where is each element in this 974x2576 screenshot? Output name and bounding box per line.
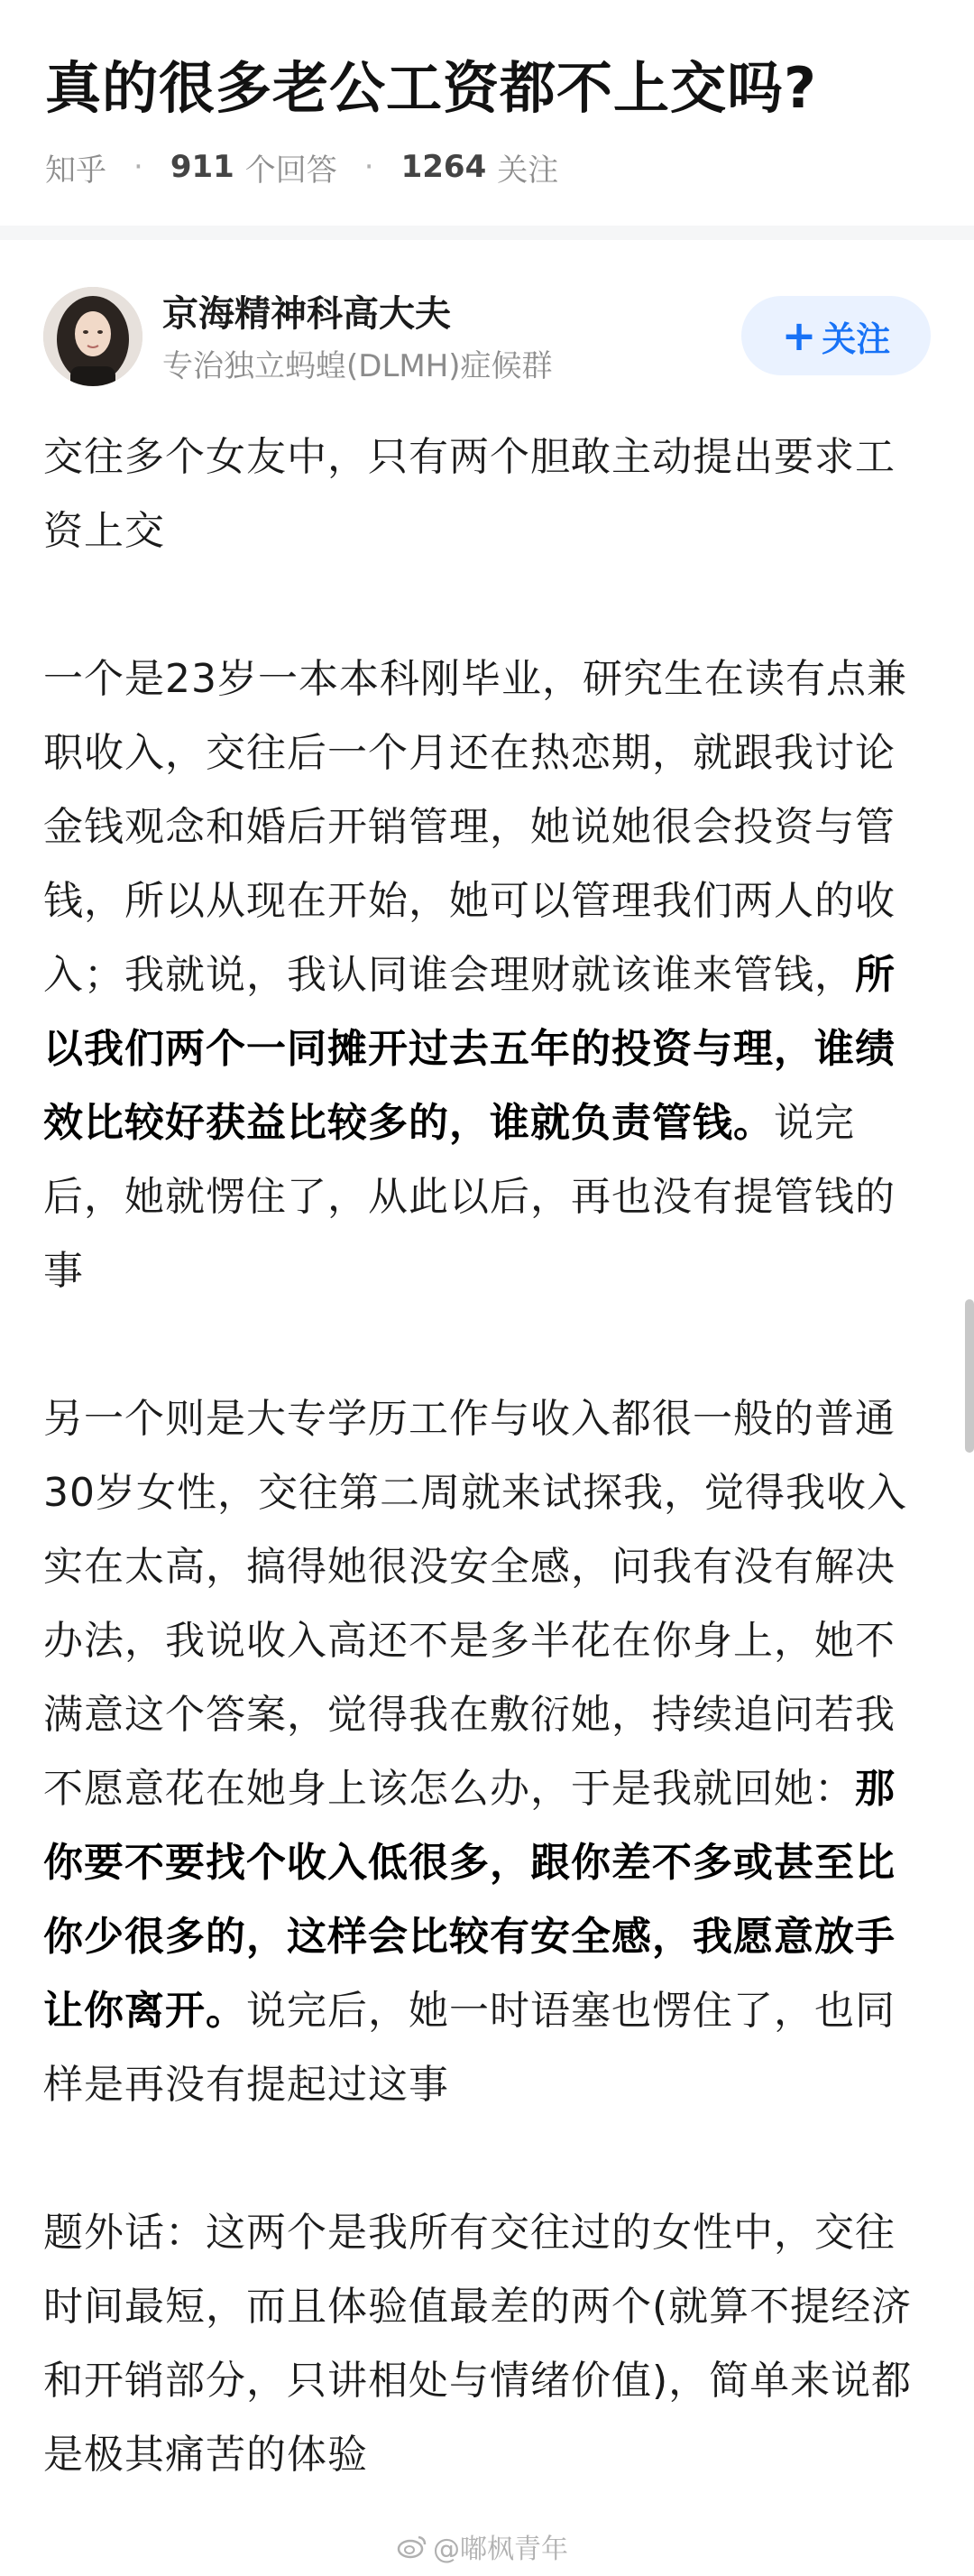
avatar-image <box>43 287 142 386</box>
meta-separator-dot: · <box>363 149 374 185</box>
question-header <box>0 0 974 226</box>
scrollbar[interactable] <box>965 1299 974 1453</box>
answer-paragraph-2 <box>43 642 927 1308</box>
answer-text: 说完后，她就愣住了，从此以后，再也没有提管钱的事 <box>43 1100 896 1294</box>
answer-content <box>43 420 927 2566</box>
author-row <box>0 240 974 398</box>
question-title[interactable]: 真的很多老公工资都不上交吗? <box>45 55 817 121</box>
source-label: 知乎 <box>45 152 106 189</box>
follower-count: 1264 <box>400 149 487 185</box>
follower-count-label: 关注 <box>497 152 559 189</box>
answer-text: 一个是23岁一本本科刚毕业，研究生在读有点兼职收入，交往后一个月还在热恋期，就跟我讨论金钱观念和婚后开销管理，她说她很会投资与管钱，所以从现在开始，她可以管理我们两人的收入；我就说，我认同谁会理财就该谁来管钱， <box>43 656 907 998</box>
follow-button-label: 关注 <box>822 319 891 359</box>
answer-text: 说完后，她一时语塞也愣住了，也同样是再没有提起过这事 <box>43 1988 896 2108</box>
author-bio: 专治独立蚂蝗(DLMH)症候群 <box>162 348 553 384</box>
answer-paragraph-4: 题外话：这两个是我所有交往过的女性中，交往时间最短，而且体验值最差的两个(就算不提经济和开销部分，只讲相处与情绪价值)，简单来说都是极其痛苦的体验 <box>43 2210 913 2478</box>
weibo-icon <box>397 2534 427 2559</box>
meta-separator-dot: · <box>133 149 143 185</box>
follow-button[interactable] <box>741 296 931 375</box>
answer-count-label[interactable]: 个回答 <box>244 152 337 189</box>
watermark <box>397 2526 568 2566</box>
author-name[interactable]: 京海精神科高大夫 <box>162 293 451 335</box>
section-divider <box>0 226 974 240</box>
plus-icon: + <box>781 311 817 360</box>
answer-paragraph-3 <box>43 1382 927 2122</box>
answer-count: 911 <box>170 149 234 185</box>
watermark-text: @嘟枫青年 <box>433 2534 568 2565</box>
answer-bold-text: 所以我们两个一同摊开过去五年的投资与理，谁绩效比较好获益比较多的，谁就负责管钱。 <box>43 952 896 1146</box>
answer-text: 另一个则是大专学历工作与收入都很一般的普通30岁女性，交往第二周就来试探我，觉得我收入实在太高，搞得她很没安全感，问我有没有解决办法，我说收入高还不是多半花在你身上，她不满意这个答案，觉得我在敷衍她，持续追问若我不愿意花在她身上该怎么办，于是我就回她： <box>43 1396 907 1812</box>
answer-bold-text: 那你要不要找个收入低很多，跟你差不多或甚至比你少很多的，这样会比较有安全感，我愿意放手让你离开。 <box>43 1766 896 2034</box>
avatar[interactable] <box>43 287 142 386</box>
answer-paragraph-1: 交往多个女友中，只有两个胆敢主动提出要求工资上交 <box>43 434 896 554</box>
question-meta <box>45 144 558 189</box>
